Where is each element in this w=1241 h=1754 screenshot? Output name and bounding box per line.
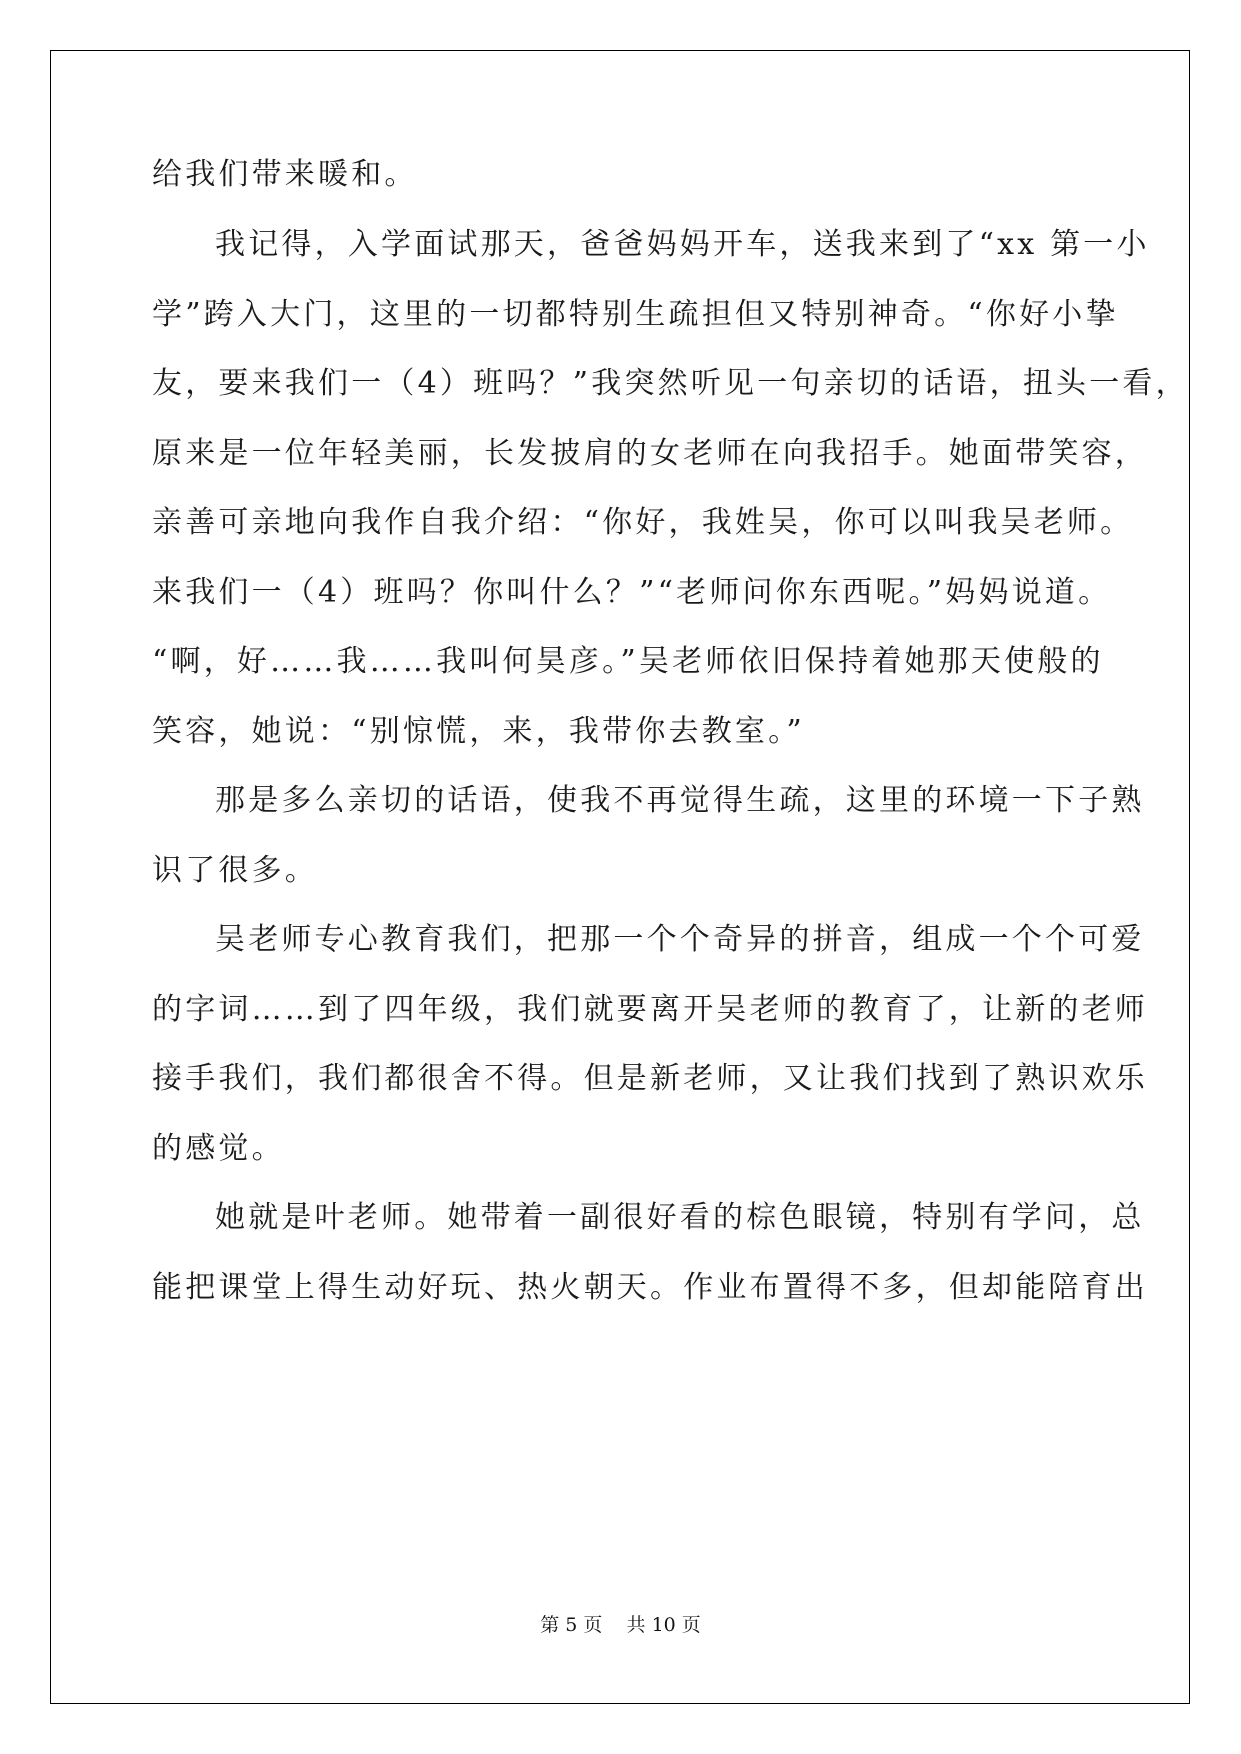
paragraph-first-line: 她就是叶老师。她带着一副很好看的棕色眼镜，特别有学问，总 — [215, 1200, 1145, 1235]
text-line: “啊，好……我……我叫何昊彦。”吴老师依旧保持着她那天使般的 — [152, 644, 1104, 679]
text-line: 的感觉。 — [152, 1131, 285, 1166]
text-line: 接手我们，我们都很舍不得。但是新老师，又让我们找到了熟识欢乐 — [152, 1061, 1148, 1096]
text-line: 来我们一（4）班吗？你叫什么？”“老师问你东西呢。”妈妈说道。 — [152, 575, 1112, 610]
text-line: 给我们带来暖和。 — [152, 157, 418, 192]
paragraph-first-line: 吴老师专心教育我们，把那一个个奇异的拼音，组成一个个可爱 — [215, 922, 1145, 957]
page-number: 第 5 页 — [540, 1614, 603, 1636]
text-line: 学”跨入大门，这里的一切都特别生疏担但又特别神奇。“你好小挚 — [152, 297, 1119, 332]
paragraph-first-line: 那是多么亲切的话语，使我不再觉得生疏，这里的环境一下子熟 — [215, 783, 1145, 818]
text-line: 笑容，她说：“别惊慌，来，我带你去教室。” — [152, 714, 805, 749]
page-footer — [0, 1613, 1241, 1637]
text-line: 能把课堂上得生动好玩、热火朝天。作业布置得不多，但却能陪育出 — [152, 1270, 1148, 1305]
page-total: 共 10 页 — [626, 1614, 701, 1636]
text-line: 亲善可亲地向我作自我介绍：“你好，我姓吴，你可以叫我吴老师。 — [152, 505, 1134, 540]
text-line: 识了很多。 — [152, 853, 318, 888]
text-line: 原来是一位年轻美丽，长发披肩的女老师在向我招手。她面带笑容， — [152, 436, 1148, 471]
paragraph-first-line: 我记得，入学面试那天，爸爸妈妈开车，送我来到了“xx 第一小 — [215, 227, 1150, 262]
text-line: 的字词……到了四年级，我们就要离开吴老师的教育了，让新的老师 — [152, 992, 1148, 1027]
text-line: 友，要来我们一（4）班吗？”我突然听见一句亲切的话语，扭头一看， — [152, 366, 1189, 401]
